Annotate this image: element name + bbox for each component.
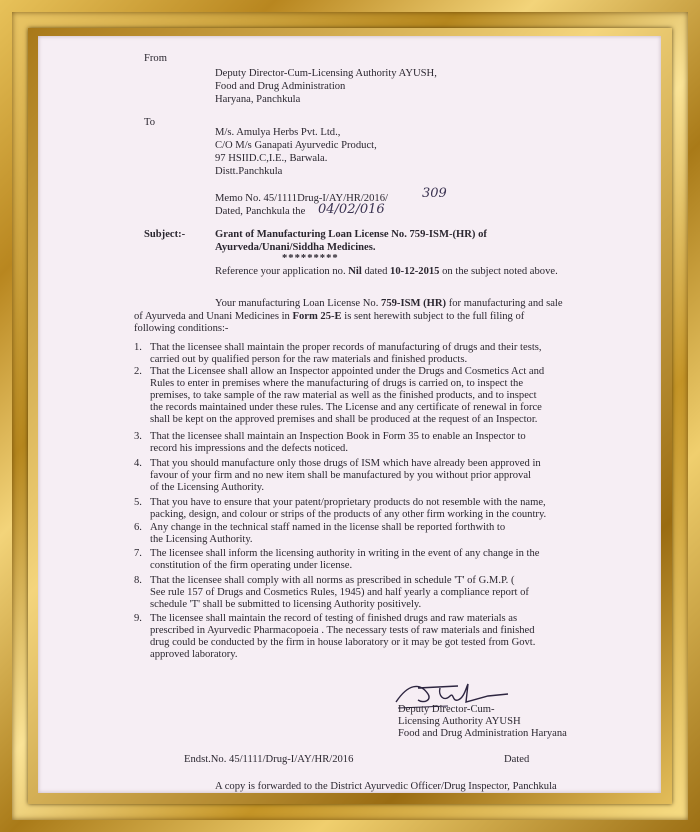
condition-number: 4. [134,458,142,469]
condition-line: The licensee shall maintain the record of testing of finished drugs and raw materials as [150,613,518,624]
condition-number: 7. [134,548,142,559]
condition-line: the records maintained under these rules. The License and any certificate of renewal in force [150,402,542,413]
signature-designation: Licensing Authority AYUSH [398,716,521,727]
intro-paragraph-line: Your manufacturing Loan License No. 759-ISM (HR) for manufacturing and sale [215,298,563,309]
subject-label: Subject:- [144,229,186,240]
to-line: Distt.Panchkula [215,166,283,177]
from-line: Deputy Director-Cum-Licensing Authority AYUSH, [215,68,437,79]
memo-handwritten-number: 309 [422,186,447,201]
condition-line: shall be kept on the approved premises and shall be produced at the request of an Inspector. [150,414,538,425]
license-letter [38,36,661,793]
condition-number: 5. [134,497,142,508]
condition-line: premises, to take sample of the raw material as well as the finished products, and to inspect [150,390,537,401]
condition-number: 3. [134,431,142,442]
condition-line: See rule 157 of Drugs and Cosmetics Rules, 1945) and half yearly a compliance report of [150,587,529,598]
condition-line: That the licensee shall maintain an Inspection Book in Form 35 to enable an Inspector to [150,431,526,442]
condition-line: That you have to ensure that your patent/proprietary products do not resemble with the name, [150,497,546,508]
condition-line: That the licensee shall maintain the proper records of manufacturing of drugs and their tests, [150,342,542,353]
condition-line: drug could be conducted by the firm in house laboratory or it may be got tested from Govt. [150,637,536,648]
to-line: C/O M/s Ganapati Ayurvedic Product, [215,140,377,151]
condition-line: the Licensing Authority. [150,534,253,545]
condition-number: 1. [134,342,142,353]
intro-paragraph-line: of Ayurveda and Unani Medicines in Form 25-E is sent herewith subject to the full filing of [134,311,525,322]
subject-line: Grant of Manufacturing Loan License No. 759-ISM-(HR) of [215,229,487,240]
condition-line: approved laboratory. [150,649,238,660]
subject-line: Ayurveda/Unani/Siddha Medicines. [215,242,376,253]
condition-line: prescribed in Ayurvedic Pharmacopoeia . The necessary tests of raw materials and finished [150,625,535,636]
condition-line: favour of your firm and no new item shall be manufactured by you without prior approval [150,470,531,481]
condition-line: Rules to enter in premises where the manufacturing of drugs is carried on, to inspect the [150,378,524,389]
dated-handwritten-date: 04/02/016 [318,202,385,217]
dated-line: Dated, Panchkula the [215,206,306,217]
condition-number: 9. [134,613,142,624]
signature-designation: Food and Drug Administration Haryana [398,728,567,739]
condition-line: constitution of the firm operating under license. [150,560,353,571]
condition-line: The licensee shall inform the licensing authority in writing in the event of any change in the [150,548,540,559]
endorsement-number: Endst.No. 45/1111/Drug-I/AY/HR/2016 [184,754,354,765]
copy-forwarded-line: A copy is forwarded to the District Ayurvedic Officer/Drug Inspector, Panchkula [215,781,557,792]
from-line: Haryana, Panchkula [215,94,301,105]
condition-line: Any change in the technical staff named in the license shall be reported forthwith to [150,522,506,533]
condition-line: That the Licensee shall allow an Inspector appointed under the Drugs and Cosmetics Act and [150,366,545,377]
condition-number: 8. [134,575,142,586]
to-line: M/s. Amulya Herbs Pvt. Ltd., [215,127,341,138]
condition-line: That you should manufacture only those drugs of ISM which have already been approved in [150,458,541,469]
intro-paragraph-line: following conditions:- [134,323,229,334]
condition-line: of the Licensing Authority. [150,482,265,493]
condition-line: packing, design, and colour or strips of the products of any other firm working in the country. [150,509,547,520]
condition-line: carried out by qualified person for the raw materials and finished products. [150,354,468,365]
condition-line: schedule 'T' shall be submitted to licensing Authority positively. [150,599,422,610]
reference-line: Reference your application no. Nil dated 10-12-2015 on the subject noted above. [215,266,558,277]
subject-separator-stars: ********* [282,253,339,264]
condition-number: 2. [134,366,142,377]
to-label: To [144,117,156,128]
condition-number: 6. [134,522,142,533]
condition-line: That the licensee shall comply with all norms as prescribed in schedule 'T' of G.M.P. ( [150,575,515,586]
signature-designation: Deputy Director-Cum- [398,704,495,715]
condition-line: record his impressions and the defects noticed. [150,443,348,454]
from-label: From [144,53,167,64]
from-line: Food and Drug Administration [215,81,346,92]
endorsement-dated: Dated [504,754,530,765]
memo-number: Memo No. 45/1111Drug-I/AY/HR/2016/ [215,193,388,204]
to-line: 97 HSIID.C,I.E., Barwala. [215,153,328,164]
